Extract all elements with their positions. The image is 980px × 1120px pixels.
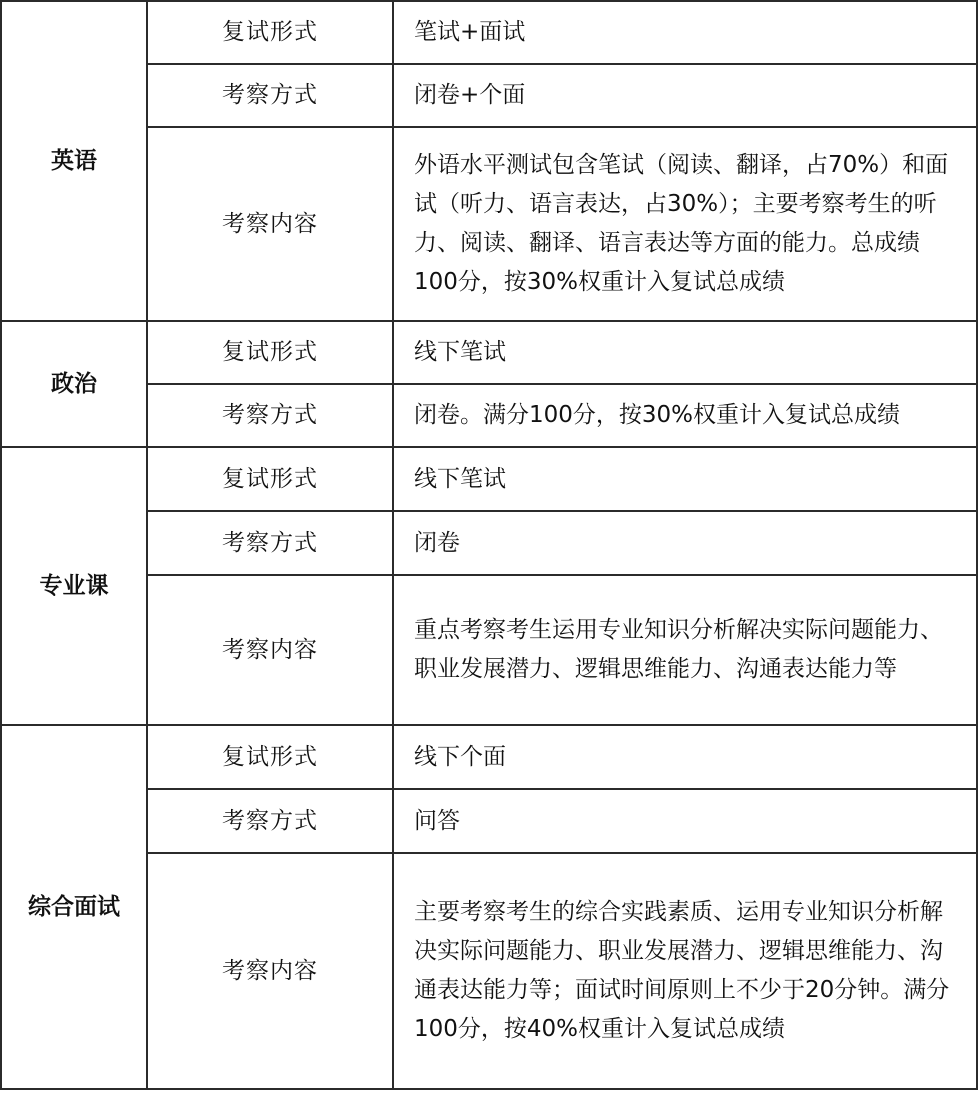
item-cell: 考察内容 — [147, 575, 393, 725]
subject-cell-english: 英语 — [1, 1, 147, 321]
item-cell: 复试形式 — [147, 1, 393, 64]
item-cell: 考察方式 — [147, 384, 393, 447]
content-cell: 重点考察考生运用专业知识分析解决实际问题能力、职业发展潜力、逻辑思维能力、沟通表达能力等 — [393, 575, 977, 725]
content-cell: 外语水平测试包含笔试（阅读、翻译，占70%）和面试（听力、语言表达，占30%）；主要考察考生的听力、阅读、翻译、语言表达等方面的能力。总成绩100分，按30%权重计入复试总成绩 — [393, 127, 977, 321]
subject-cell-politics: 政治 — [1, 321, 147, 447]
content-cell: 主要考察考生的综合实践素质、运用专业知识分析解决实际问题能力、职业发展潜力、逻辑思维能力、沟通表达能力等；面试时间原则上不少于20分钟。满分100分，按40%权重计入复试总成绩 — [393, 853, 977, 1089]
content-cell: 闭卷。满分100分，按30%权重计入复试总成绩 — [393, 384, 977, 447]
table-row — [1, 64, 977, 127]
content-cell: 闭卷+个面 — [393, 64, 977, 127]
table-row — [1, 447, 977, 511]
item-cell: 复试形式 — [147, 725, 393, 789]
table-row — [1, 853, 977, 1089]
item-cell: 考察方式 — [147, 789, 393, 853]
table-row — [1, 511, 977, 575]
item-cell: 考察方式 — [147, 64, 393, 127]
table-row — [1, 725, 977, 789]
content-cell: 问答 — [393, 789, 977, 853]
content-cell: 闭卷 — [393, 511, 977, 575]
content-cell: 线下个面 — [393, 725, 977, 789]
table-row — [1, 127, 977, 321]
content-cell: 笔试+面试 — [393, 1, 977, 64]
table-row — [1, 1, 977, 64]
subject-cell-comprehensive-interview: 综合面试 — [1, 725, 147, 1089]
table-row — [1, 384, 977, 447]
item-cell: 考察内容 — [147, 127, 393, 321]
table-row — [1, 789, 977, 853]
content-cell: 线下笔试 — [393, 321, 977, 384]
item-cell: 考察方式 — [147, 511, 393, 575]
content-cell: 线下笔试 — [393, 447, 977, 511]
item-cell: 复试形式 — [147, 447, 393, 511]
table-row — [1, 575, 977, 725]
item-cell: 考察内容 — [147, 853, 393, 1089]
subject-cell-major-course: 专业课 — [1, 447, 147, 725]
item-cell: 复试形式 — [147, 321, 393, 384]
table-row — [1, 321, 977, 384]
